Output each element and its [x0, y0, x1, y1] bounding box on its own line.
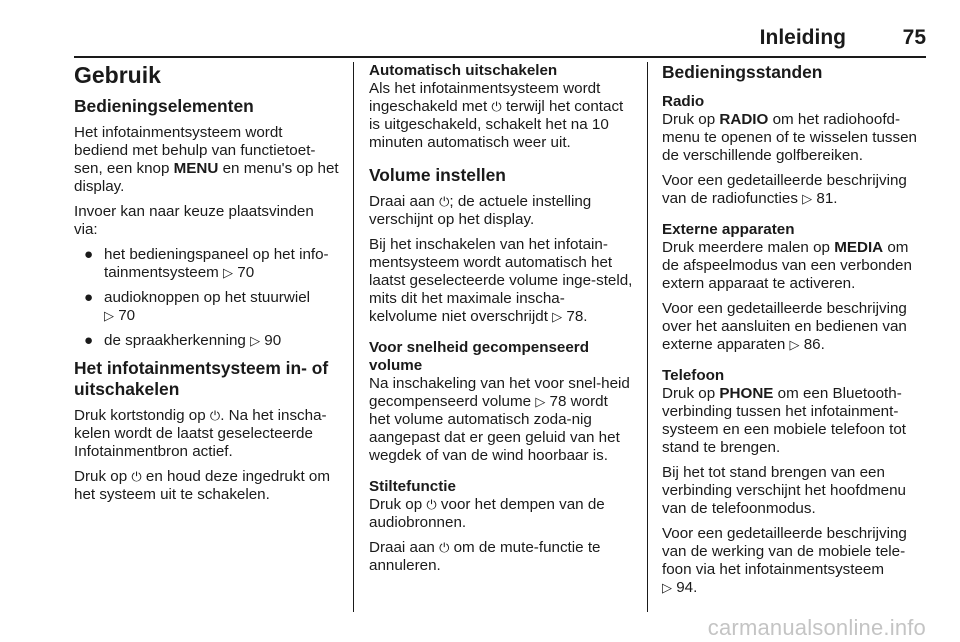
heading-bedieningselementen: Bedieningselementen	[74, 96, 254, 116]
volume-knob-icon: ⏻	[426, 497, 437, 512]
paragraph-media-ref: Voor een gedetailleerde beschrijving over het aansluiten en bedienen van externe apparaten ▷ 86.	[662, 300, 907, 353]
heading-volume: Volume instellen	[369, 165, 506, 185]
paragraph-switch-off: Druk op ⏻ en houd deze ingedrukt om het systeem uit te schakelen.	[74, 468, 330, 503]
volume-knob-icon: ⏻	[439, 540, 450, 555]
cross-reference-arrow-icon: ▷	[223, 265, 234, 280]
heading-mute: Stiltefunctie	[369, 478, 456, 495]
column-divider-1	[353, 62, 354, 612]
cross-reference-arrow-icon: ▷	[552, 309, 563, 324]
paragraph-radio: Druk op RADIO om het radiohoofd-menu te openen of te wisselen tussen de verschillende golfbereiken.	[662, 111, 917, 164]
cross-reference-arrow-icon: ▷	[802, 191, 813, 206]
page-header	[74, 26, 926, 52]
watermark: carmanualsonline.info	[707, 615, 926, 640]
cross-reference-arrow-icon: ▷	[250, 333, 261, 348]
paragraph-radio-ref: Voor een gedetailleerde beschrijving van de radiofuncties ▷ 81.	[662, 172, 907, 207]
heading-radio: Radio	[662, 93, 705, 110]
column-3	[662, 62, 926, 604]
section-title: Inleiding	[759, 26, 846, 49]
bullet-icon: ●	[84, 332, 94, 349]
heading-external-devices: Externe apparaten	[662, 221, 795, 238]
column-2	[369, 62, 633, 582]
column-1	[74, 62, 340, 511]
power-knob-icon: ⏻	[209, 408, 221, 423]
heading-speed-volume: Voor snelheid gecompenseerd volume	[369, 339, 589, 374]
cross-reference-arrow-icon: ▷	[104, 308, 114, 323]
paragraph-switch-on: Druk kortstondig op ⏻. Na het inscha-kelen wordt de laatst geselecteerde Infotainmentbron actief.	[74, 407, 327, 460]
heading-phone: Telefoon	[662, 367, 725, 384]
paragraph-controls: Het infotainmentsysteem wordt bediend met behulp van functietoet-sen, een knop MENU en menu's op het display.	[74, 124, 339, 195]
radio-key-label: RADIO	[719, 111, 769, 128]
paragraph-auto-off: Als het infotainmentsysteem wordt ingeschakeld met ⏻ terwijl het contact is uitgeschakeld, schakelt het na 10 minuten automatisch weer uit.	[369, 80, 624, 151]
phone-key-label: PHONE	[719, 385, 774, 402]
cross-reference-arrow-icon: ▷	[535, 394, 546, 409]
heading-on-off: Het infotainmentsysteem in- of uitschakelen	[74, 358, 329, 399]
heading-gebruik: Gebruik	[74, 62, 161, 88]
paragraph-phone-ref: Voor een gedetailleerde beschrijving van de werking van de mobiele tele-foon via het infotainmentsysteem ▷ 94.	[662, 525, 907, 596]
menu-key-label: MENU	[173, 160, 219, 177]
bullet-icon: ●	[84, 246, 94, 263]
paragraph-unmute: Draai aan ⏻ om de mute-functie te annuleren.	[369, 539, 601, 574]
power-knob-icon: ⏻	[491, 99, 502, 114]
heading-operating-modes: Bedieningsstanden	[662, 62, 823, 82]
power-knob-icon: ⏻	[131, 469, 142, 484]
header-rule	[74, 56, 926, 58]
paragraph-volume-turn: Draai aan ⏻; de actuele instelling verschijnt op het display.	[369, 193, 592, 228]
list-item: ● de spraakherkenning ▷ 90	[84, 332, 282, 349]
heading-auto-off: Automatisch uitschakelen	[369, 62, 558, 79]
paragraph-input: Invoer kan naar keuze plaatsvinden via:	[74, 203, 314, 238]
paragraph-phone-menu: Bij het tot stand brengen van een verbinding verschijnt het hoofdmenu van de telefoonmodus.	[662, 464, 906, 517]
volume-knob-icon: ⏻	[439, 194, 450, 209]
cross-reference-arrow-icon: ▷	[789, 337, 800, 352]
media-key-label: MEDIA	[834, 239, 884, 256]
bullet-icon: ●	[84, 289, 94, 306]
list-item: ● audioknoppen op het stuurwiel ▷ 70	[84, 289, 311, 324]
cross-reference-arrow-icon: ▷	[662, 580, 672, 595]
column-divider-2	[647, 62, 648, 612]
paragraph-phone: Druk op PHONE om een Bluetooth-verbinding tussen het infotainment-systeem en een mobiele telefoon tot stand te brengen.	[662, 385, 906, 456]
paragraph-volume-startup: Bij het inschakelen van het infotain-mentsysteem wordt automatisch het laatst geselecteerde volume inge-steld, mits dit het maximale inscha-kelvolume niet overschrijdt ▷ 78.	[369, 236, 633, 325]
paragraph-media: Druk meerdere malen op MEDIA om de afspeelmodus van een verbonden extern apparaat te activeren.	[662, 239, 912, 292]
paragraph-speed-volume: Na inschakeling van het voor snel-heid gecompenseerd volume ▷ 78 wordt het volume automatisch zoda-nig aangepast dat er geen geluid van het wegdek of van de wind hoorbaar is.	[369, 375, 630, 464]
input-options-list	[74, 246, 340, 350]
list-item: ● het bedieningspaneel op het info-tainmentsysteem ▷ 70	[84, 246, 329, 281]
paragraph-mute: Druk op ⏻ voor het dempen van de audiobronnen.	[369, 496, 605, 531]
page-number: 75	[902, 26, 926, 49]
